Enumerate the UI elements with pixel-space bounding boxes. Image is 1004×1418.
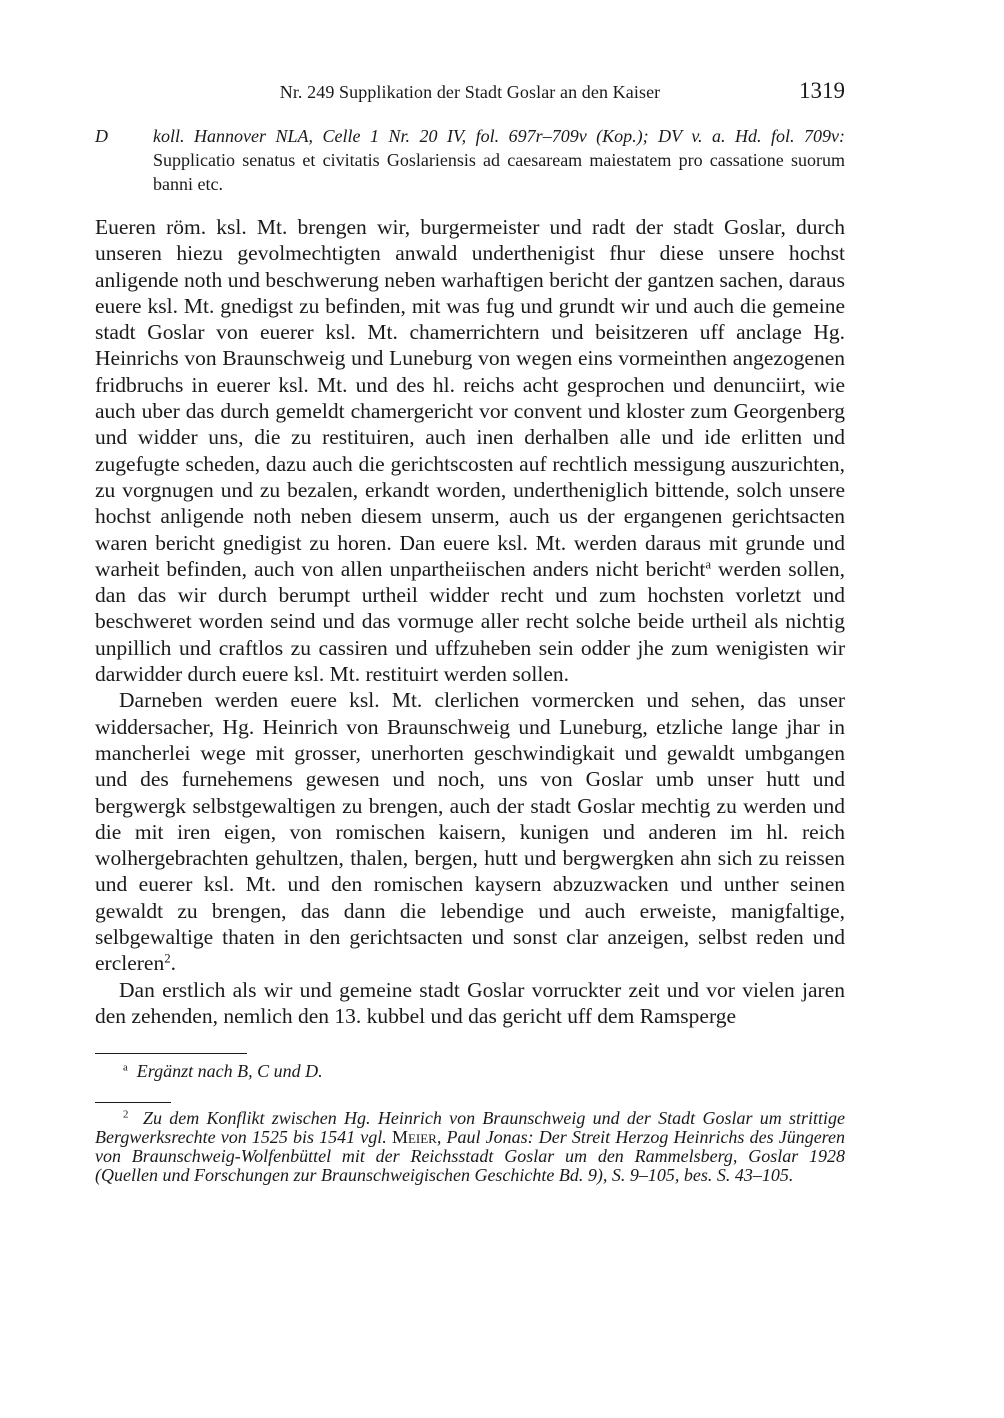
- running-header: [95, 78, 845, 112]
- source-text: [153, 124, 845, 196]
- source-archive-reference: koll. Hannover NLA, Celle 1 Nr. 20 IV, fol. 697r–709v (Kop.); DV v. a. Hd. fol. 709v:: [153, 126, 845, 146]
- apparatus-text: Ergänzt nach B, C und D.: [136, 1061, 323, 1082]
- historical-text-a: Zu dem Konflikt zwischen Hg. Heinrich von Braunschweig und der Stadt Goslar um strittige Bergwerksrechte von 1525 bis 1541 vgl.: [95, 1108, 846, 1148]
- footnote-ref-2[interactable]: 2: [164, 951, 171, 966]
- paragraph-1-text-a: Eueren röm. ksl. Mt. brengen wir, burgermeister und radt der stadt Goslar, durch unseren hiezu gevolmechtigten anwald underthenigist fhur diese unsere hochst anligende noth und beschwerung neben warhaftigen bericht der gantzen sachen, daraus euere ksl. Mt. gnedigst zu befinden, mit was fug und grundt wir und auch die gemeine stadt Goslar von euerer ksl. Mt. chamerrichtern und beisitzeren uff anclage Hg. Heinrichs von Braunschweig und Luneburg von wegen eins vormeinthen angezogenen fridbruchs in euerer ksl. Mt. und des hl. reichs acht gesprochen und denunciirt, wie auch uber das durch gemeldt chamergericht vor convent und kloster zum Georgenberg und widder uns, die zu restituiren, auch inen derhalben alle und ide erlitten und zugefugte scheden, dazu auch die gerichtscosten auf rechtlich messigung auszurichten, zu vorgnugen und zu bezalen, erkandt worden, undertheniglich bittende, solch unsere hochst anligende noth neben diesem unserm, auch us der ergangenen gerichtsacten waren bericht gnedigist zu horen. Dan euere ksl. Mt. werden daraus mit grunde und warheit befinden, auch von allen unpartheiischen anders nicht bericht: [95, 215, 845, 581]
- footnote-rule: [95, 1102, 171, 1103]
- paragraph-2: [95, 687, 845, 976]
- paragraph-1: [95, 214, 845, 687]
- paragraph-2-text-b: .: [170, 951, 177, 976]
- page: [95, 78, 845, 1185]
- footnote-ref-a[interactable]: a: [705, 557, 712, 572]
- running-title: Nr. 249 Supplikation der Stadt Goslar an den Kaiser: [279, 82, 661, 102]
- historical-text-b: , Paul Jonas: Der Streit Herzog Heinrichs des Jüngeren von Braunschweig-Wolfenbüttel mit der Reichsstadt Goslar um den Rammelsberg, Goslar 1928 (Quellen und Forschungen zur Braunschweigischen Geschichte Bd. 9), S. 9–105, bes. S. 43–105.: [95, 1127, 846, 1186]
- apparatus-mark: a: [123, 1061, 128, 1074]
- source-dorsal-note: Supplicatio senatus et civitatis Goslariensis ad caesaream maiestatem pro cassatione suorum banni etc.: [153, 150, 845, 194]
- footnote-rule: [95, 1053, 247, 1054]
- source-siglum: D: [95, 126, 108, 146]
- paragraph-3: Dan erstlich als wir und gemeine stadt Goslar vorruckter zeit und vor vielen jaren den zehenden, nemlich den 13. kubbel und das gericht uff dem Ramsperge: [95, 977, 845, 1028]
- source-description: [95, 124, 845, 196]
- author-name: Meier: [391, 1127, 437, 1148]
- paragraph-2-text-a: Darneben werden euere ksl. Mt. clerlichen vormercken und sehen, das unser widdersacher, Hg. Heinrich von Braunschweig und Luneburg, etzliche lange jhar in mancherlei wege mit grosser, unerhorten geschwindigkait und gewaldt umbgangen und des furnehemens gewesen und noch, uns von Goslar umb unser hutt und bergwergk selbstgewaltigen zu brengen, auch der stadt Goslar mechtig zu werden und die mit iren eigen, von romischen kaisern, kunigen und anderen im hl. reich wolhergebrachten gehultzen, thalen, bergen, hutt und bergwergken ahn sich zu reissen und euerer ksl. Mt. und den romischen kaysern abzuzwacken und unther seinen gewaldt zu brengen, das dann die lebendige und auch erweiste, manigfaltige, selbgewaltige thaten in den gerichtsacten und sonst clar anzeigen, selbst reden und ercleren: [95, 688, 845, 976]
- main-text: [95, 214, 845, 1029]
- apparatus-footnotes: [95, 1053, 845, 1082]
- paragraph-1-text-b: werden sollen, dan das wir durch berumpt urtheil widder recht und zum hochsten vorletzt und beschweret worden seind und das vormuge aller recht solche beide urtheil als nichtig unpillich und craftlos zu cassiren und uffzuheben sein odder jhe zum wenigisten wir darwidder durch euere ksl. Mt. restituirt werden sollen.: [95, 556, 845, 687]
- historical-mark: 2: [123, 1108, 129, 1121]
- page-number: 1319: [799, 78, 845, 103]
- historical-footnotes: [95, 1102, 845, 1185]
- historical-note-2: [95, 1109, 845, 1185]
- apparatus-note-a: [95, 1060, 845, 1082]
